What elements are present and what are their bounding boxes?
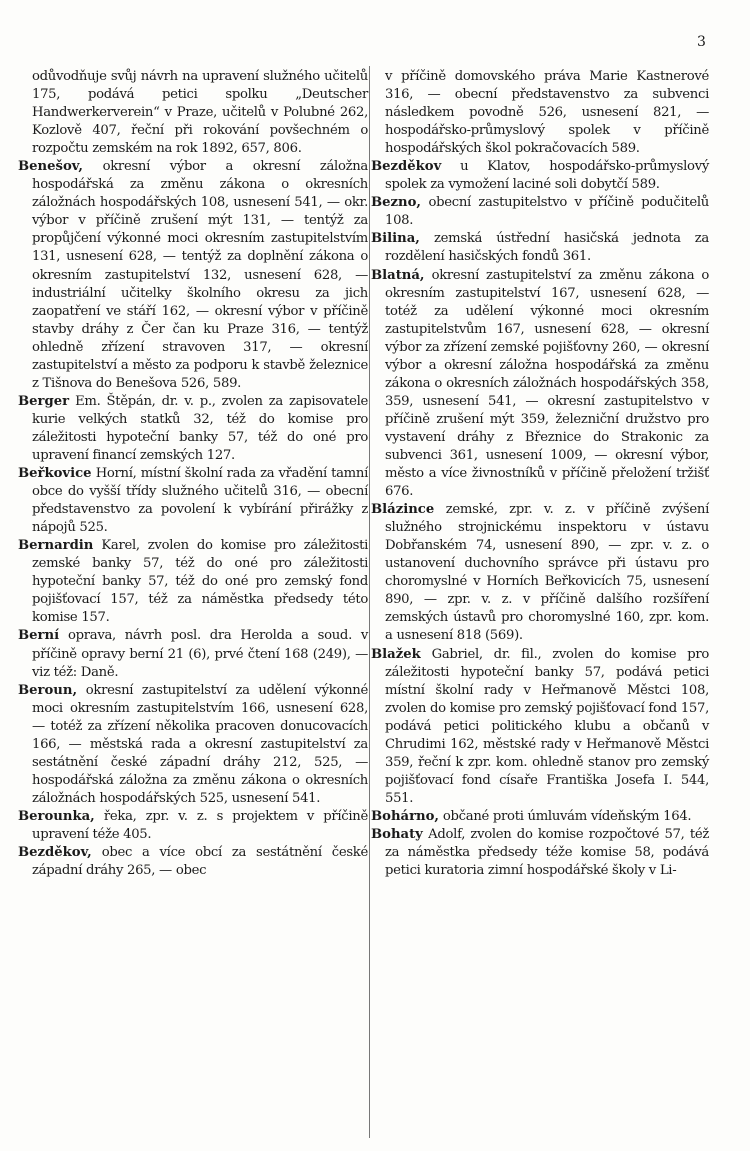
- entry-heading: Bezděkov,: [18, 845, 92, 861]
- entry-text: řeka, zpr. v. z. s projektem v příčině upravení téže 405.: [32, 808, 368, 842]
- entry-heading: Bohaty: [371, 826, 423, 842]
- entry-text: u Klatov, hospodářsko-průmyslový spolek za vymožení laciné soli dobytčí 589.: [385, 159, 709, 193]
- entry-text: Gabriel, dr. fil., zvolen do komise pro záležitosti hypoteční banky 57, podává petici místní školní rady v Heřmanově Městci 108, zvolen do komise pro zemský pojišťovací fond 157, podává petici politického klubu a občanů v Chrudimi 162, městské rady v Heřmanově Městci 359, řeční k zpr. kom. ohledně stanov pro zemský pojišťovací fond císaře Františka Josefa I. 544, 551.: [385, 646, 709, 806]
- index-entry: [18, 68, 368, 158]
- column-divider: [369, 66, 370, 1138]
- entry-text: v příčině domovského práva Marie Kastnerové 316, — obecní představenstvo za subvenci následkem povodně 526, usnesení 821, — hospodářsko-průmyslový spolek v příčině hospodářských škol pokračovacích 589.: [385, 69, 709, 157]
- index-entry: [18, 808, 368, 844]
- entry-heading: Bohárno,: [371, 808, 439, 824]
- entry-heading: Bezděkov: [371, 159, 442, 175]
- index-entry: [371, 501, 709, 645]
- entry-heading: Benešov,: [18, 159, 83, 175]
- index-entry: [371, 826, 709, 880]
- entry-heading: Bezno,: [371, 195, 422, 211]
- entry-heading: Berounka,: [18, 808, 95, 824]
- index-entry: [371, 68, 709, 158]
- entry-heading: Berger: [18, 393, 70, 409]
- entry-heading: Blázince: [371, 502, 435, 518]
- entry-text: Karel, zvolen do komise pro záležitosti zemské banky 57, též do oné pro záležitosti hypoteční banky 57, též do oné pro zemský fond pojišťovací 157, též za náměstka předsedy této komise 157.: [32, 538, 368, 626]
- entry-text: oprava, návrh posl. dra Herolda a soud. v příčině opravy berní 21 (6), prvé čtení 168 (249), — viz též: Daně.: [32, 628, 368, 680]
- entry-heading: Beroun,: [18, 682, 78, 698]
- page-number: 3: [697, 34, 706, 50]
- entry-text: zemská ústřední hasičská jednota za rozdělení hasičských fondů 361.: [385, 231, 709, 265]
- index-entry: [371, 194, 709, 230]
- index-entry: [18, 627, 368, 681]
- index-entry: [18, 393, 368, 465]
- index-entry: [18, 682, 368, 808]
- index-entry: [371, 808, 709, 826]
- entry-text: Em. Štěpán, dr. v. p., zvolen za zapisovatele kurie velkých statků 32, též do komise pro záležitosti hypoteční banky 57, též do oné pro upravení financí zemských 127.: [32, 393, 368, 463]
- index-entry: [18, 844, 368, 880]
- index-entry: [371, 646, 709, 808]
- entry-text: odůvodňuje svůj návrh na upravení služného učitelů 175, podává petici spolku „Deutscher Handwerkerverein“ v Praze, učitelů v Polubné 262, Kozlově 407, řeční při rokování povšechném o rozpočtu zemském na rok 1892, 657, 806.: [32, 69, 368, 157]
- entry-text: okresní zastupitelství za změnu zákona o okresním zastupitelství 167, usnesení 628, — totéž za udělení výkonné moci okresním zastupitelstvům 167, usnesení 628, — okresní výbor za zřízení zemské pojišťovny 260, — okresní výbor a okresní záložna hospodářská za změnu zákona o okresních záložnách hospodářských 358, 359, usnesení 541, — okresní zastupitelstvo v příčině zrušení mýt 359, železniční družstvo pro vystavení dráhy z Březnice do Strakonic za subvenci 361, usnesení 1009, — okresní výbor, město a více živnostníků v příčině přeložení tržišť 676.: [385, 267, 709, 500]
- entry-text: obecní zastupitelstvo v příčině podučitelů 108.: [385, 195, 709, 229]
- entry-text: okresní výbor a okresní záložna hospodářská za změnu zákona o okresních záložnách hospodářských 108, usnesení 541, — okr. výbor v příčině zrušení mýt 131, — tentýž za propůjčení výkonné moci okresním zastupitelstvím 131, usnesení 628, — tentýž za doplnění zákona o okresním zastupitelství 132, usnesení 628, — industriální učitelky školního okresu za jich zaopatření ve stáří 162, — okresní výbor v příčině stavby dráhy z Čer čan ku Praze 316, — tentýž ohledně zřízení stravoven 317, — okresní zastupitelství a město za podporu k stavbě železnice z Tišnova do Benešova 526, 589.: [32, 159, 368, 391]
- index-entry: [18, 158, 368, 393]
- entry-text: zemské, zpr. v. z. v příčině zvýšení služného strojnickému inspektoru v ústavu Dobřanském 74, usnesení 890, — zpr. v. z. o ustanovení duchovního správce při ústavu pro choromyslné v Horních Beřkovicích 75, usnesení 890, — zpr. v. z. v příčině dalšího rozšíření zemských ústavů pro choromyslné 160, zpr. kom. a usnesení 818 (569).: [385, 502, 709, 644]
- index-entry: [371, 158, 709, 194]
- left-column: [18, 68, 368, 880]
- index-entry: [371, 230, 709, 266]
- entry-heading: Blatná,: [371, 267, 425, 283]
- entry-heading: Bilina,: [371, 231, 420, 247]
- entry-heading: Blažek: [371, 646, 421, 662]
- entry-text: Horní, místní školní rada za vřadění tamní obce do vyšší třídy služného učitelů 316, — obecní představenstvo za povolení k vybírání přirážky z nápojů 525.: [32, 466, 368, 536]
- entry-heading: Berní: [18, 628, 60, 644]
- entry-text: Adolf, zvolen do komise rozpočtové 57, též za náměstka předsedy téže komise 58, podává petici kuratoria zimní hospodářské školy v Li-: [385, 826, 709, 879]
- entry-heading: Beřkovice: [18, 466, 92, 482]
- index-entry: [371, 267, 709, 502]
- entry-heading: Bernardin: [18, 538, 94, 554]
- entry-text: obec a více obcí za sestátnění české západní dráhy 265, — obec: [32, 845, 368, 879]
- entry-text: okresní zastupitelství za udělení výkonné moci okresním zastupitelstvím 166, usnesení 628, — totéž za zřízení několika pracoven donucovacích 166, — městská rada a okresní zastupitelství za sestátnění české západní dráhy 212, 525, — hospodářská záložna za změnu zákona o okresních záložnách hospodářských 525, usnesení 541.: [32, 682, 368, 806]
- index-entry: [18, 465, 368, 537]
- right-column: [371, 68, 709, 880]
- entry-text: občané proti úmluvám vídeňským 164.: [439, 808, 692, 824]
- index-entry: [18, 537, 368, 627]
